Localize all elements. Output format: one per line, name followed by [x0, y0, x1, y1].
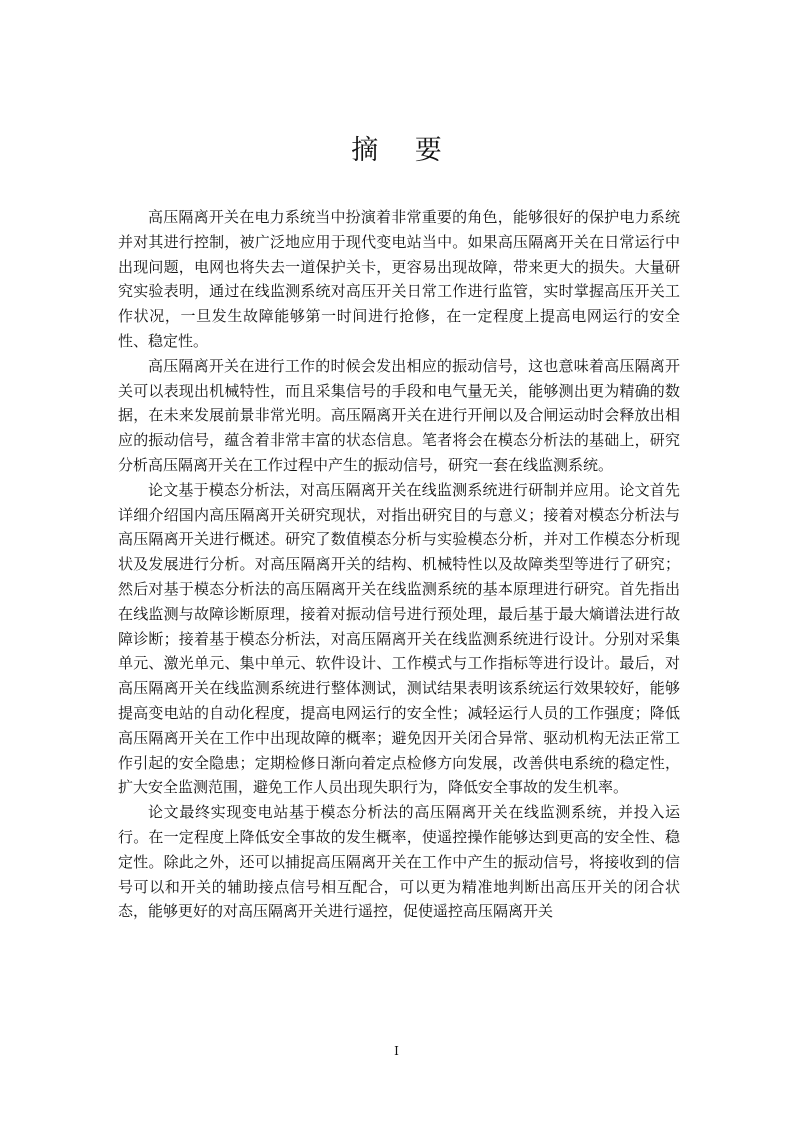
abstract-paragraph: 论文基于模态分析法，对高压隔离开关在线监测系统进行研制并应用。论文首先详细介绍国内高压隔离开关研究现状，对指出研究目的与意义；接着对模态分析法与高压隔离开关进行概述。研究了数值模态分析与实验模态分析，并对工作模态分析现状及发展进行分析。对高压隔离开关的结构、机械特性以及故障类型等进行了研究；然后对基于模态分析法的高压隔离开关在线监测系统的基本原理进行研究。首先指出在线监测与故障诊断原理，接着对振动信号进行预处理，最后基于最大熵谱法进行故障诊断；接着基于模态分析法，对高压隔离开关在线监测系统进行设计。分别对采集单元、激光单元、集中单元、软件设计、工作模式与工作指标等进行设计。最后，对高压隔离开关在线监测系统进行整体测试，测试结果表明该系统运行效果较好，能够提高变电站的自动化程度，提高电网运行的安全性；减轻运行人员的工作强度；降低高压隔离开关在工作中出现故障的概率；避免因开关闭合异常、驱动机构无法正常工作引起的安全隐患；定期检修日渐向着定点检修方向发展，改善供电系统的稳定性，扩大安全监测范围，避免工作人员出现失职行为，降低安全事故的发生机率。: [118, 480, 680, 797]
abstract-paragraph: 论文最终实现变电站基于模态分析法的高压隔离开关在线监测系统，并投入运行。在一定程度上降低安全事故的发生概率，使遥控操作能够达到更高的安全性、稳定性。除此之外，还可以捕捉高压隔离开关在工作中产生的振动信号，将接收到的信号可以和开关的辅助接点信号相互配合，可以更为精准地判断出高压开关的闭合状态，能够更好的对高压隔离开关进行遥控，促使遥控高压隔离开关: [118, 803, 680, 921]
page-number: I: [394, 1044, 399, 1058]
abstract-title: 摘 要: [351, 135, 456, 166]
abstract-body: [118, 205, 680, 924]
abstract-paragraph: 高压隔离开关在进行工作的时候会发出相应的振动信号，这也意味着高压隔离开关可以表现出机械特性，而且采集信号的手段和电气量无关，能够测出更为精确的数据，在未来发展前景非常光明。高压隔离开关在进行开闸以及合闸运动时会释放出相应的振动信号，蕴含着非常丰富的状态信息。笔者将会在模态分析法的基础上，研究分析高压隔离开关在工作过程中产生的振动信号，研究一套在线监测系统。: [118, 356, 680, 474]
abstract-paragraph: 高压隔离开关在电力系统当中扮演着非常重要的角色，能够很好的保护电力系统并对其进行控制，被广泛地应用于现代变电站当中。如果高压隔离开关在日常运行中出现问题，电网也将失去一道保护关卡，更容易出现故障，带来更大的损失。大量研究实验表明，通过在线监测系统对高压开关日常工作进行监管，实时掌握高压开关工作状况，一旦发生故障能够第一时间进行抢修，在一定程度上提高电网运行的安全性、稳定性。: [118, 208, 680, 350]
